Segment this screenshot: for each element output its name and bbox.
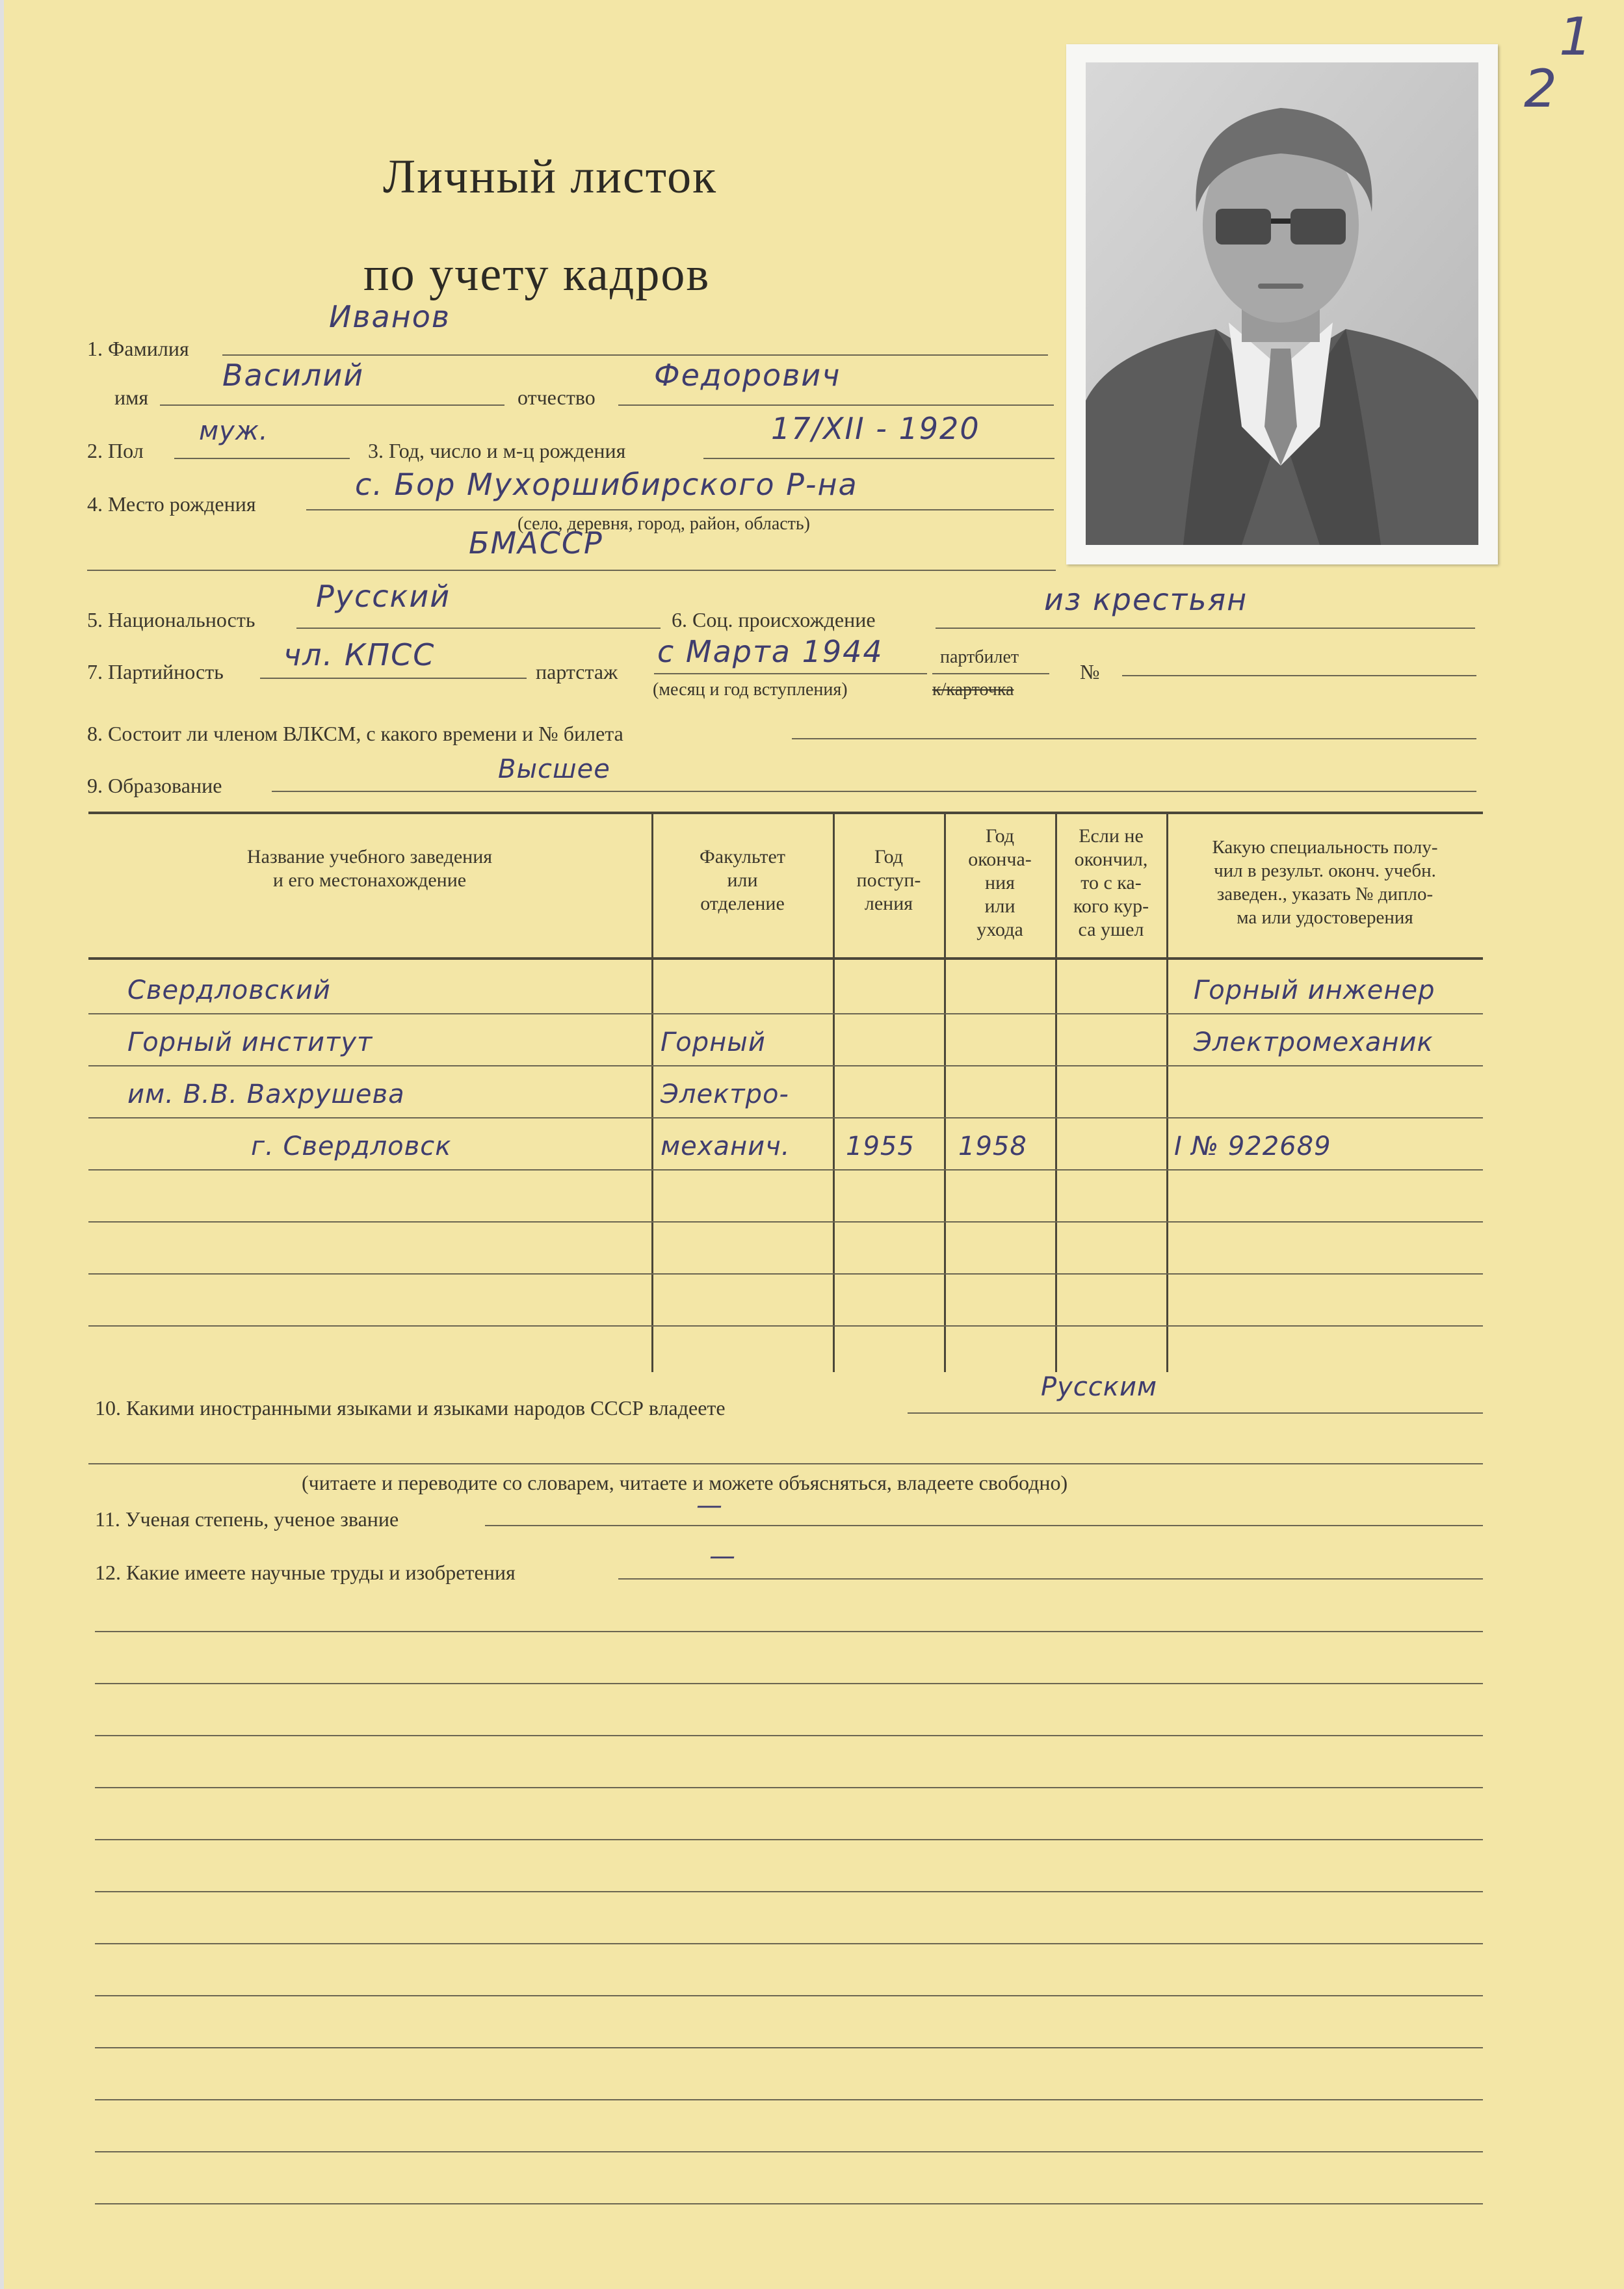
blank-line [95, 1995, 1483, 1996]
table-cell-specialty: Электромеханик [1194, 1027, 1434, 1057]
works-label: 12. Какие имеете научные труды и изобретения [95, 1561, 516, 1584]
blank-line [95, 1943, 1483, 1944]
birth-label: 3. Год, число и м-ц рождения [368, 439, 626, 462]
table-row-line [88, 1221, 1483, 1223]
languages-hint: (читаете и переводите со словарем, читаете и можете объясняться, владеете свободно) [302, 1471, 1068, 1494]
table-cell-institution: г. Свердловск [251, 1131, 452, 1161]
table-header-not-finished [1058, 825, 1164, 942]
sex-label: 2. Пол [87, 439, 144, 462]
portrait-illustration [1086, 62, 1478, 545]
table-header-not-finished-text: Если не окончил, то с ка- кого кур- са ушел [1073, 825, 1149, 940]
works-line [618, 1578, 1483, 1580]
table-cell-specialty: I № 922689 [1174, 1131, 1331, 1161]
name-value: Василий [222, 358, 365, 393]
degree-line [485, 1525, 1483, 1526]
party-label: 7. Партийность [87, 660, 224, 683]
portrait-photo [1066, 44, 1498, 564]
patronymic-value: Федорович [654, 358, 841, 393]
party-line [260, 678, 527, 679]
table-cell-institution: им. В.В. Вахрушева [127, 1079, 405, 1109]
name-line [160, 404, 504, 406]
education-label: 9. Образование [87, 774, 222, 797]
table-col-divider-5 [1166, 813, 1168, 1372]
social-origin-label: 6. Соц. происхождение [672, 608, 876, 631]
table-col-divider-1 [651, 813, 653, 1372]
blank-line [95, 1683, 1483, 1684]
table-row-line [88, 1273, 1483, 1275]
party-number-line [1122, 675, 1476, 676]
table-header-year-end-text: Год оконча- ния или ухода [968, 825, 1032, 940]
vlksm-label: 8. Состоит ли членом ВЛКСМ, с какого времени и № билета [87, 722, 623, 745]
blank-line [95, 1787, 1483, 1788]
table-header-year-entry-text: Год поступ- ления [856, 846, 921, 914]
table-row-line [88, 1065, 1483, 1066]
surname-value: Иванов [329, 299, 451, 334]
nationality-label: 5. Национальность [87, 608, 255, 631]
sex-value: муж. [199, 416, 268, 446]
blank-line [95, 2047, 1483, 2048]
table-header-faculty-text: Факультет или отделение [700, 846, 785, 914]
birth-value: 17/XII - 1920 [771, 411, 980, 446]
form-title-line2: по учету кадров [363, 248, 711, 301]
education-value: Высшее [498, 754, 610, 784]
birthplace-label: 4. Место рождения [87, 492, 256, 516]
table-top-border [88, 812, 1483, 814]
table-cell-faculty: Электро- [661, 1079, 789, 1109]
table-header-institution-text: Название учебного заведения и его местонахождение [246, 846, 493, 891]
party-card-divider [932, 673, 1049, 674]
birthplace-line-2 [87, 570, 1056, 571]
surname-line [222, 354, 1048, 356]
party-number-sign: № [1080, 660, 1100, 683]
portrait-image [1086, 62, 1478, 545]
table-col-divider-3 [944, 813, 946, 1372]
party-value: чл. КПСС [283, 637, 436, 672]
table-header-specialty [1169, 836, 1481, 929]
table-cell-year-end: 1958 [958, 1131, 1027, 1161]
languages-line [908, 1412, 1483, 1414]
table-row-line [88, 1325, 1483, 1327]
birthplace-value-2: БМАССР [469, 525, 603, 561]
party-stazh-value: с Марта 1944 [657, 634, 884, 669]
table-row-line [88, 1013, 1483, 1014]
degree-value: — [696, 1490, 723, 1520]
nationality-line [296, 628, 661, 629]
birth-line [703, 458, 1054, 459]
table-header-year-end [947, 825, 1053, 942]
party-stazh-hint: (месяц и год вступления) [653, 680, 848, 700]
blank-line [95, 1631, 1483, 1632]
table-header-specialty-text: Какую специальность полу- чил в результ. оконч. учебн. заведен., указать № дипло- ма или удостоверения [1212, 837, 1438, 928]
birthplace-line [306, 509, 1054, 510]
table-header-institution [92, 845, 648, 892]
vlksm-line [792, 738, 1476, 739]
table-cell-institution: Горный институт [127, 1027, 373, 1057]
languages-line-2 [88, 1463, 1483, 1464]
archive-mark-bottom: 2 [1524, 59, 1557, 119]
table-col-divider-2 [833, 813, 835, 1372]
party-stazh-line [654, 673, 927, 674]
table-col-divider-4 [1055, 813, 1057, 1372]
surname-label: 1. Фамилия [87, 337, 189, 360]
table-header-year-entry [835, 845, 942, 916]
social-origin-value: из крестьян [1044, 582, 1248, 617]
name-label: имя [114, 386, 149, 409]
education-line [272, 791, 1476, 792]
blank-line [95, 1891, 1483, 1892]
party-card-label-2: к/карточка [932, 680, 1014, 700]
archive-mark-top: 1 [1559, 7, 1592, 67]
sex-line [174, 458, 350, 459]
blank-line [95, 1735, 1483, 1736]
blank-line [95, 2203, 1483, 2204]
table-cell-year-entry: 1955 [846, 1131, 915, 1161]
social-origin-line [936, 628, 1475, 629]
party-stazh-label: партстаж [536, 660, 618, 683]
patronymic-label: отчество [517, 386, 596, 409]
table-cell-institution: Свердловский [127, 975, 331, 1005]
table-cell-faculty: Горный [661, 1027, 766, 1057]
table-header-border [88, 957, 1483, 960]
form-title-line1: Личный листок [383, 150, 718, 204]
languages-value: Русским [1041, 1372, 1158, 1402]
blank-line [95, 2099, 1483, 2100]
table-header-faculty [654, 845, 831, 916]
birthplace-hint: (село, деревня, город, район, область) [517, 514, 811, 534]
nationality-value: Русский [316, 579, 451, 614]
blank-line [95, 2151, 1483, 2152]
party-card-label: партбилет [940, 647, 1019, 667]
table-row-line [88, 1117, 1483, 1118]
blank-line [95, 1839, 1483, 1840]
patronymic-line [618, 404, 1054, 406]
works-value: — [709, 1541, 736, 1571]
languages-label: 10. Какими иностранными языками и языками народов СССР владеете [95, 1396, 726, 1420]
table-cell-faculty: механич. [661, 1131, 791, 1161]
degree-label: 11. Ученая степень, ученое звание [95, 1507, 399, 1531]
table-cell-specialty: Горный инженер [1194, 975, 1435, 1005]
birthplace-value: с. Бор Мухоршибирского Р-на [355, 467, 858, 502]
table-row-line [88, 1169, 1483, 1171]
